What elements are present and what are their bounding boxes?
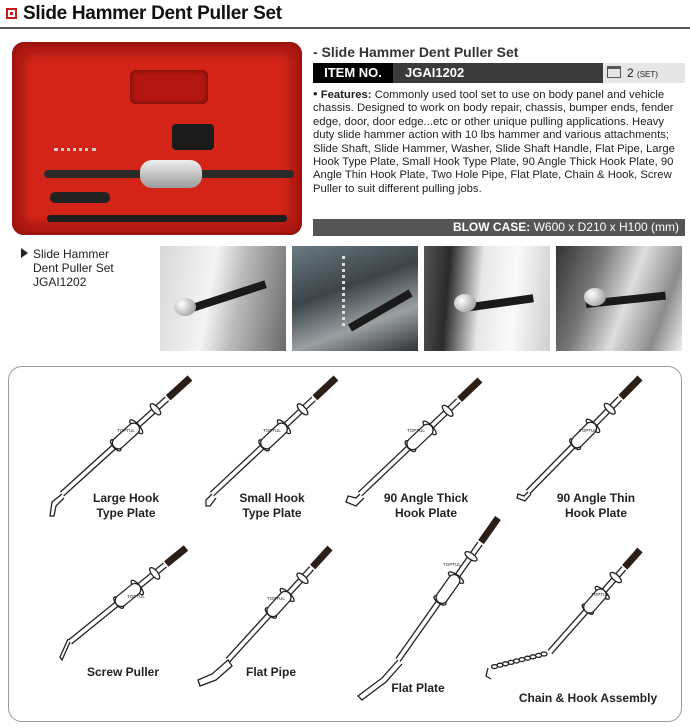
blow-case-dimensions: W600 x D210 x H100 (mm) — [533, 220, 679, 234]
brand-mark-1: TOPTUL — [263, 428, 281, 433]
brand-mark-6: TOPTUL — [443, 562, 461, 567]
tool-small-hook-washer-0 — [296, 402, 310, 416]
tool-flat-pipe-washer-0 — [295, 571, 309, 585]
flat-pipe-end — [198, 660, 232, 686]
features-text: Commonly used tool set to use on body panel and vehicle chassis. Designed to work on body repair, chassis, bumper ends, fender edge, door, door edge...etc or other unique pulling applications. Heavy duty slide hammer action with 10 lbs hammer and various attachments; Slide Shaft, Slide Hammer, Washer, Slide Shaft Handle, Flat Pipe, Large Hook Type Plate, Small Hook Type Plate, 90 Angle Thick Hook Plate, 90 Angle Thin Hook Plate, Two Hole Pipe, Flat Plate, Chain & Hook, Screw Puller to suit different pulling jobs. — [313, 89, 675, 195]
tool-flat-plate-grip — [481, 518, 498, 542]
item-number-label: ITEM NO. — [313, 63, 393, 83]
label-chain-hook: Chain & Hook Assembly — [518, 691, 658, 705]
tool-large-hook-grip — [168, 378, 190, 398]
chain-hook-tip — [486, 668, 491, 679]
label-flat-pipe: Flat Pipe — [245, 665, 296, 679]
tool-small-hook-grip — [315, 378, 336, 398]
label-screw-puller: Screw Puller — [86, 665, 160, 679]
brand-mark-0: TOPTUL — [117, 428, 135, 433]
brand-mark-5: TOPTUL — [267, 596, 285, 601]
label-large-hook: Large Hook Type Plate — [92, 491, 159, 520]
label-90-thick-hook: 90 Angle Thick Hook Plate — [383, 491, 469, 520]
brand-mark-7: TOPTUL — [591, 592, 609, 597]
tool-flat-plate-hammer-face — [442, 580, 454, 597]
page-title: Slide Hammer Dent Puller Set — [23, 3, 282, 24]
blow-case-label: BLOW CASE: — [452, 220, 531, 234]
label-small-hook: Small Hook Type Plate — [239, 491, 305, 520]
tool-chain-hook-washer-0 — [608, 571, 622, 585]
quantity-value: 2 — [627, 66, 634, 80]
tool-flat-pipe-grip — [313, 548, 330, 567]
quantity-unit: (SET) — [637, 70, 658, 79]
thick-hook-plate — [346, 494, 364, 506]
brand-mark-4: TOPTUL — [127, 594, 145, 599]
label-90-thin-hook: 90 Angle Thin Hook Plate — [556, 491, 636, 520]
side-line-3: JGAI1202 — [33, 275, 87, 289]
item-number-code: JGAI1202 — [405, 65, 465, 80]
tool-large-hook-washer-0 — [149, 402, 163, 416]
side-line-1: Slide Hammer — [33, 247, 110, 261]
tool-90-thin-hook-washer-0 — [603, 402, 617, 416]
tool-90-thick-hook-grip — [460, 380, 480, 399]
side-line-2: Dent Puller Set — [33, 261, 114, 275]
large-hook-plate — [50, 494, 64, 516]
tool-90-thick-hook-washer-0 — [441, 404, 455, 418]
product-subtitle: - Slide Hammer Dent Puller Set — [313, 44, 519, 60]
thin-hook-plate — [517, 492, 531, 501]
chain-link-9 — [492, 665, 498, 669]
brand-mark-3: TOPTUL — [579, 428, 597, 433]
tool-chain-hook-grip — [625, 550, 640, 567]
screw-puller-tip — [60, 639, 70, 660]
tool-screw-puller-grip — [166, 548, 186, 564]
features-label: Features: — [320, 89, 372, 101]
tool-90-thin-hook-grip — [621, 378, 640, 397]
features-paragraph: • Features: Commonly used tool set to use on body panel and vehicle chassis. Designed to work on body repair, chassis, bumper ends, fender edge, door, door edge...etc or other unique pulling applications. Heavy duty slide hammer action with 10 lbs hammer and various attachments; Slide Shaft, Slide Hammer, Washer, Slide Shaft Handle, Flat Pipe, Large Hook Type Plate, Small Hook Type Plate, 90 Angle Thick Hook Plate, 90 Angle Thin Hook Plate, Two Hole Pipe, Flat Plate, Chain & Hook, Screw Puller to suit different pulling jobs. — [313, 86, 675, 195]
label-flat-plate: Flat Plate — [391, 681, 445, 695]
brand-mark-2: TOPTUL — [407, 428, 425, 433]
